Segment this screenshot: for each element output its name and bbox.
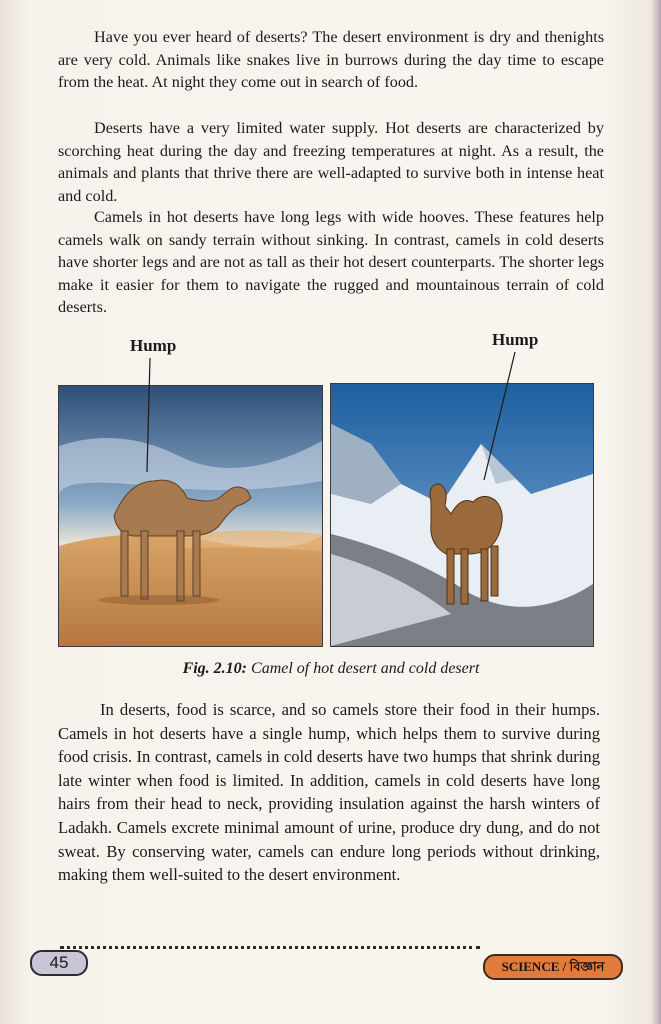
page-number: 45: [30, 950, 88, 976]
footer-dotted-rule: [60, 946, 480, 949]
paragraph-camel-legs: Camels in hot deserts have long legs with wide hooves. These features help camels walk on sandy terrain without sinking. In contrast, camels in cold deserts have shorter legs and are not as tall as their hot desert counterparts. The shorter legs make it easier for them to navigate the rugged and mountainous terrain of cold deserts.: [58, 208, 604, 317]
hump-label-right: Hump: [492, 330, 539, 349]
paragraph-water-supply: Deserts have a very limited water supply. Hot deserts are characterized by scorching heat during the day and freezing temperatures at night. As a result, the animals and plants that thrive there are well-adapted to survive both in intense heat and cold.: [58, 119, 604, 205]
hump-label-left: Hump: [130, 336, 177, 355]
paragraph-deserts-intro: Have you ever heard of deserts? The desert environment is dry and thenights are very cold. Animals like snakes live in burrows during the day time to escape from the heat. At night they come out in search of food.: [58, 28, 604, 92]
paragraph-camel-humps: In deserts, food is scarce, and so camels store their food in their humps. Camels in hot deserts have a single hump, which helps them to survive during food crisis. In contrast, camels in cold deserts have two humps that shrink during late winter when food is limited. In addition, camels in cold deserts have long hairs from their head to neck, providing insulation against the harsh winters of Ladakh. Camels excrete minimal amount of urine, produce dry dung, and do not sweat. By conserving water, camels can endure long periods without drinking, making them well-suited to the desert environment.: [58, 700, 600, 885]
page-edge-shadow: [651, 0, 661, 1024]
figure-caption-text: Camel of hot desert and cold desert: [247, 660, 480, 677]
cold-desert-camel-photo: [330, 383, 594, 647]
figure-caption-number: Fig. 2.10:: [182, 660, 248, 677]
cold-desert-camel-illustration: [331, 384, 593, 646]
figure-caption: [58, 660, 604, 678]
subject-badge: SCIENCE / বিজ্ঞান: [483, 954, 623, 980]
hot-desert-camel-illustration: [59, 386, 322, 646]
hot-desert-camel-photo: [58, 385, 323, 647]
